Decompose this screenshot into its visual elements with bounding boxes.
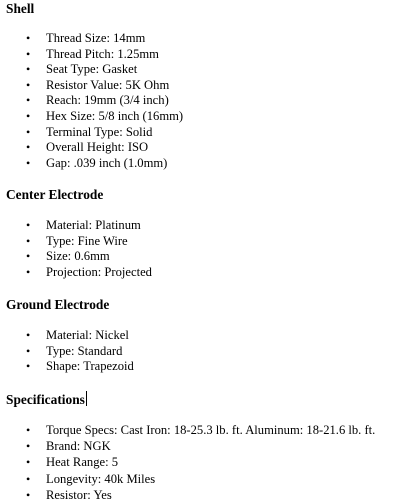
bullet-icon: • [26, 31, 31, 45]
list-item: • Size: 0.6mm [26, 249, 110, 264]
bullet-icon: • [26, 487, 31, 502]
list-item: • Longevity: 40k Miles [26, 471, 156, 486]
bullet-icon: • [26, 343, 31, 358]
list-item: • Type: Standard [26, 343, 123, 358]
list-item: • Terminal Type: Solid [26, 124, 153, 139]
bullet-icon: • [26, 233, 31, 248]
list-item: • Material: Nickel [26, 328, 129, 342]
bullet-icon: • [26, 423, 31, 437]
bullet-icon: • [26, 218, 31, 232]
bullet-icon: • [26, 62, 31, 77]
section-heading-specifications: Specifications [6, 392, 85, 407]
list-item: • Projection: Projected [26, 264, 152, 279]
bullet-icon: • [26, 124, 31, 139]
text-cursor [86, 391, 87, 406]
section-heading-center-electrode: Center Electrode [6, 187, 104, 202]
bullet-icon: • [26, 93, 31, 108]
list-item: • Type: Fine Wire [26, 233, 128, 248]
list-item: • Reach: 19mm (3/4 inch) [26, 93, 169, 108]
list-item: • Heat Range: 5 [26, 455, 119, 470]
shell-spec-list [6, 31, 183, 171]
list-item: • Thread Pitch: 1.25mm [26, 46, 159, 61]
bullet-icon: • [26, 77, 31, 92]
list-item: • Overall Height: ISO [26, 140, 149, 155]
bullet-icon: • [26, 264, 31, 279]
section-heading-shell: Shell [6, 1, 35, 16]
list-item: • Resistor: Yes [26, 487, 112, 502]
list-item: • Torque Specs: Cast Iron: 18-25.3 lb. ft. Aluminum: 18-21.6 lb. ft. [26, 423, 376, 437]
section-heading-ground-electrode: Ground Electrode [6, 297, 110, 312]
specifications-spec-list [6, 422, 375, 503]
bullet-icon: • [26, 140, 31, 155]
list-item: • Thread Size: 14mm [26, 31, 146, 45]
bullet-icon: • [26, 455, 31, 470]
list-item: • Gap: .039 inch (1.0mm) [26, 155, 168, 170]
list-item: • Resistor Value: 5K Ohm [26, 77, 170, 92]
bullet-icon: • [26, 328, 31, 342]
bullet-icon: • [26, 471, 31, 486]
list-item: • Seat Type: Gasket [26, 62, 138, 77]
bullet-icon: • [26, 359, 31, 374]
list-item: • Shape: Trapezoid [26, 359, 134, 374]
bullet-icon: • [26, 46, 31, 61]
center-electrode-spec-list [6, 218, 152, 280]
bullet-icon: • [26, 108, 31, 123]
list-item: • Brand: NGK [26, 439, 111, 454]
list-item: • Material: Platinum [26, 218, 141, 232]
ground-electrode-spec-list [6, 328, 134, 375]
bullet-icon: • [26, 249, 31, 264]
bullet-icon: • [26, 155, 31, 170]
list-item: • Hex Size: 5/8 inch (16mm) [26, 108, 184, 123]
bullet-icon: • [26, 439, 31, 454]
